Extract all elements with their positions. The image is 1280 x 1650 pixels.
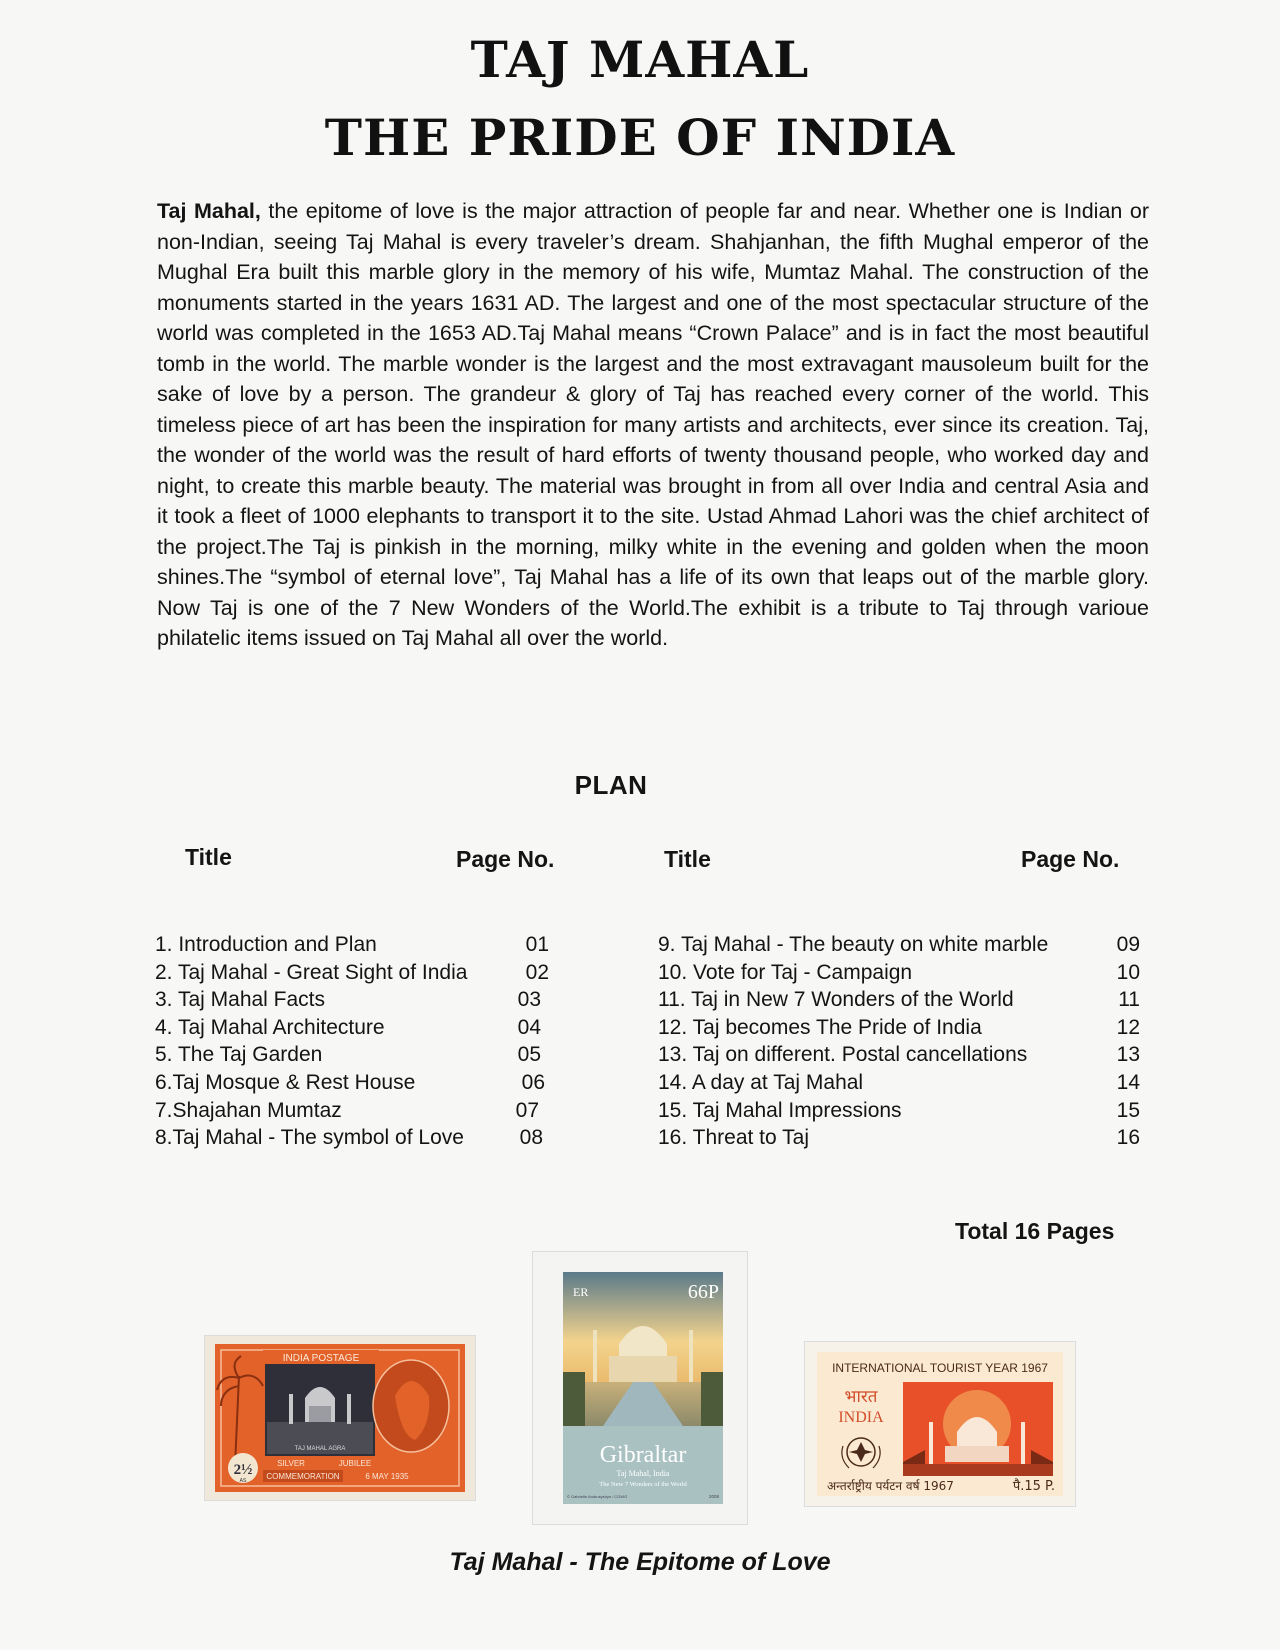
toc-item: 7.Shajahan Mumtaz 07 — [155, 1098, 539, 1122]
intro-paragraph — [157, 196, 1149, 654]
right-col-title-header: Title — [664, 846, 711, 872]
total-pages: Total 16 Pages — [955, 1218, 1115, 1244]
left-col-title-header: Title — [185, 844, 232, 870]
toc-item: 16. Threat to Taj 16 — [658, 1126, 1140, 1150]
stamp1-header: INDIA POSTAGE — [282, 1353, 360, 1364]
stamp2-subtitle2: The New 7 Wonders of the World — [599, 1481, 687, 1488]
plan-heading: PLAN — [574, 770, 648, 800]
stamp1-commemoration: COMMEMORATION — [266, 1472, 340, 1481]
stamp3-footer: अन्तर्राष्ट्रीय पर्यटन वर्ष 1967 — [827, 1479, 954, 1493]
toc-item: 4. Taj Mahal Architecture 04 — [155, 1015, 541, 1039]
stamp-india-1935 — [205, 1336, 475, 1500]
stamp1-value: 2½ — [233, 1462, 253, 1478]
stamp2-cypher: ER — [573, 1285, 589, 1299]
page-title-line1: TAJ MAHAL — [470, 30, 810, 89]
toc-item: 12. Taj becomes The Pride of India 12 — [658, 1015, 1140, 1039]
stamp1-value-unit: AS — [239, 1478, 247, 1484]
stamp2-subtitle: Taj Mahal, India — [616, 1469, 670, 1478]
intro-body: the epitome of love is the major attraction of people far and near. Whether one is Indian or non-Indian, seeing Taj Mahal is every traveler’s dream. Shahjanhan, the fifth Mughal emperor of the Mughal Era built this marble glory in the memory of his wife, Mumtaz Mahal. The construction of the monuments started in the years 1631 AD. The largest and one of the most spectacular structure of the world was completed in the 1653 AD.Taj Mahal means “Crown Palace” and is in fact the most beautiful tomb in the world. The marble wonder is the largest and the most extravagant mausoleum built for the sake of love by a person. The grandeur & glory of Taj has reached every corner of the world. This timeless piece of art has been the inspiration for many artists and architects, ever since its creation. Taj, the wonder of the world was the result of hard efforts of twenty thousand people, who worked day and night, to create this marble beauty. The material was brought in from all over India and central Asia and it took a fleet of 1000 elephants to transport it to the site. Ustad Ahmad Lahori was the chief architect of the project.The Taj is pinkish in the morning, milky white in the evening and golden when the moon shines.The “symbol of eternal love”, Taj Mahal has a life of its own that leaps out of the marble glory. Now Taj is one of the 7 New Wonders of the World.The exhibit is a tribute to Taj through varioue philatelic items issued on Taj Mahal all over the world. — [157, 199, 1149, 650]
stamp1-band-silver: SILVER — [277, 1459, 305, 1468]
toc-item: 13. Taj on different. Postal cancellations 13 — [658, 1043, 1140, 1067]
stamp1-date: 6 MAY 1935 — [365, 1472, 409, 1481]
stamp3-value: पै.15 P. — [1012, 1479, 1055, 1494]
stamp3-header: INTERNATIONAL TOURIST YEAR 1967 — [832, 1361, 1048, 1375]
stamp1-small-caption: TAJ MAHAL AGRA — [294, 1446, 346, 1452]
intro-lead: Taj Mahal, — [157, 199, 261, 223]
toc-item: 6.Taj Mosque & Rest House 06 — [155, 1070, 545, 1094]
toc-right-list — [658, 931, 1140, 1152]
stamp-india-1967 — [805, 1342, 1075, 1506]
toc-item: 14. A day at Taj Mahal 14 — [658, 1070, 1140, 1094]
left-col-page-header: Page No. — [456, 846, 555, 872]
toc-item: 15. Taj Mahal Impressions 15 — [658, 1098, 1140, 1122]
toc-item: 8.Taj Mahal - The symbol of Love 08 — [155, 1126, 543, 1150]
toc-item: 2. Taj Mahal - Great Sight of India 02 — [155, 960, 549, 984]
toc-item: 5. The Taj Garden 05 — [155, 1043, 541, 1067]
page-caption: Taj Mahal - The Epitome of Love — [449, 1548, 831, 1576]
toc-item: 11. Taj in New 7 Wonders of the World 11 — [658, 988, 1140, 1012]
stamp3-hindi-name: भारत — [844, 1387, 878, 1407]
stamp2-year: 2008 — [708, 1494, 719, 1499]
stamp-gibraltar-2008 — [533, 1252, 747, 1524]
toc-item: 3. Taj Mahal Facts 03 — [155, 988, 541, 1012]
stamp2-value: 66P — [687, 1281, 719, 1303]
stamp2-country: Gibraltar — [599, 1442, 687, 1468]
toc-item: 1. Introduction and Plan 01 — [155, 933, 549, 956]
stamp2-designer: © Gabrielle Andrusyshyn / CGWG — [567, 1494, 628, 1499]
page-title-line2: THE PRIDE OF INDIA — [324, 108, 956, 167]
toc-left-list — [155, 931, 549, 1152]
toc-item: 10. Vote for Taj - Campaign 10 — [658, 960, 1140, 984]
stamp1-band-jubilee: JUBILEE — [338, 1459, 372, 1468]
right-col-page-header: Page No. — [1021, 846, 1120, 872]
stamp3-country: INDIA — [838, 1409, 884, 1426]
toc-item: 9. Taj Mahal - The beauty on white marble 09 — [658, 933, 1140, 956]
